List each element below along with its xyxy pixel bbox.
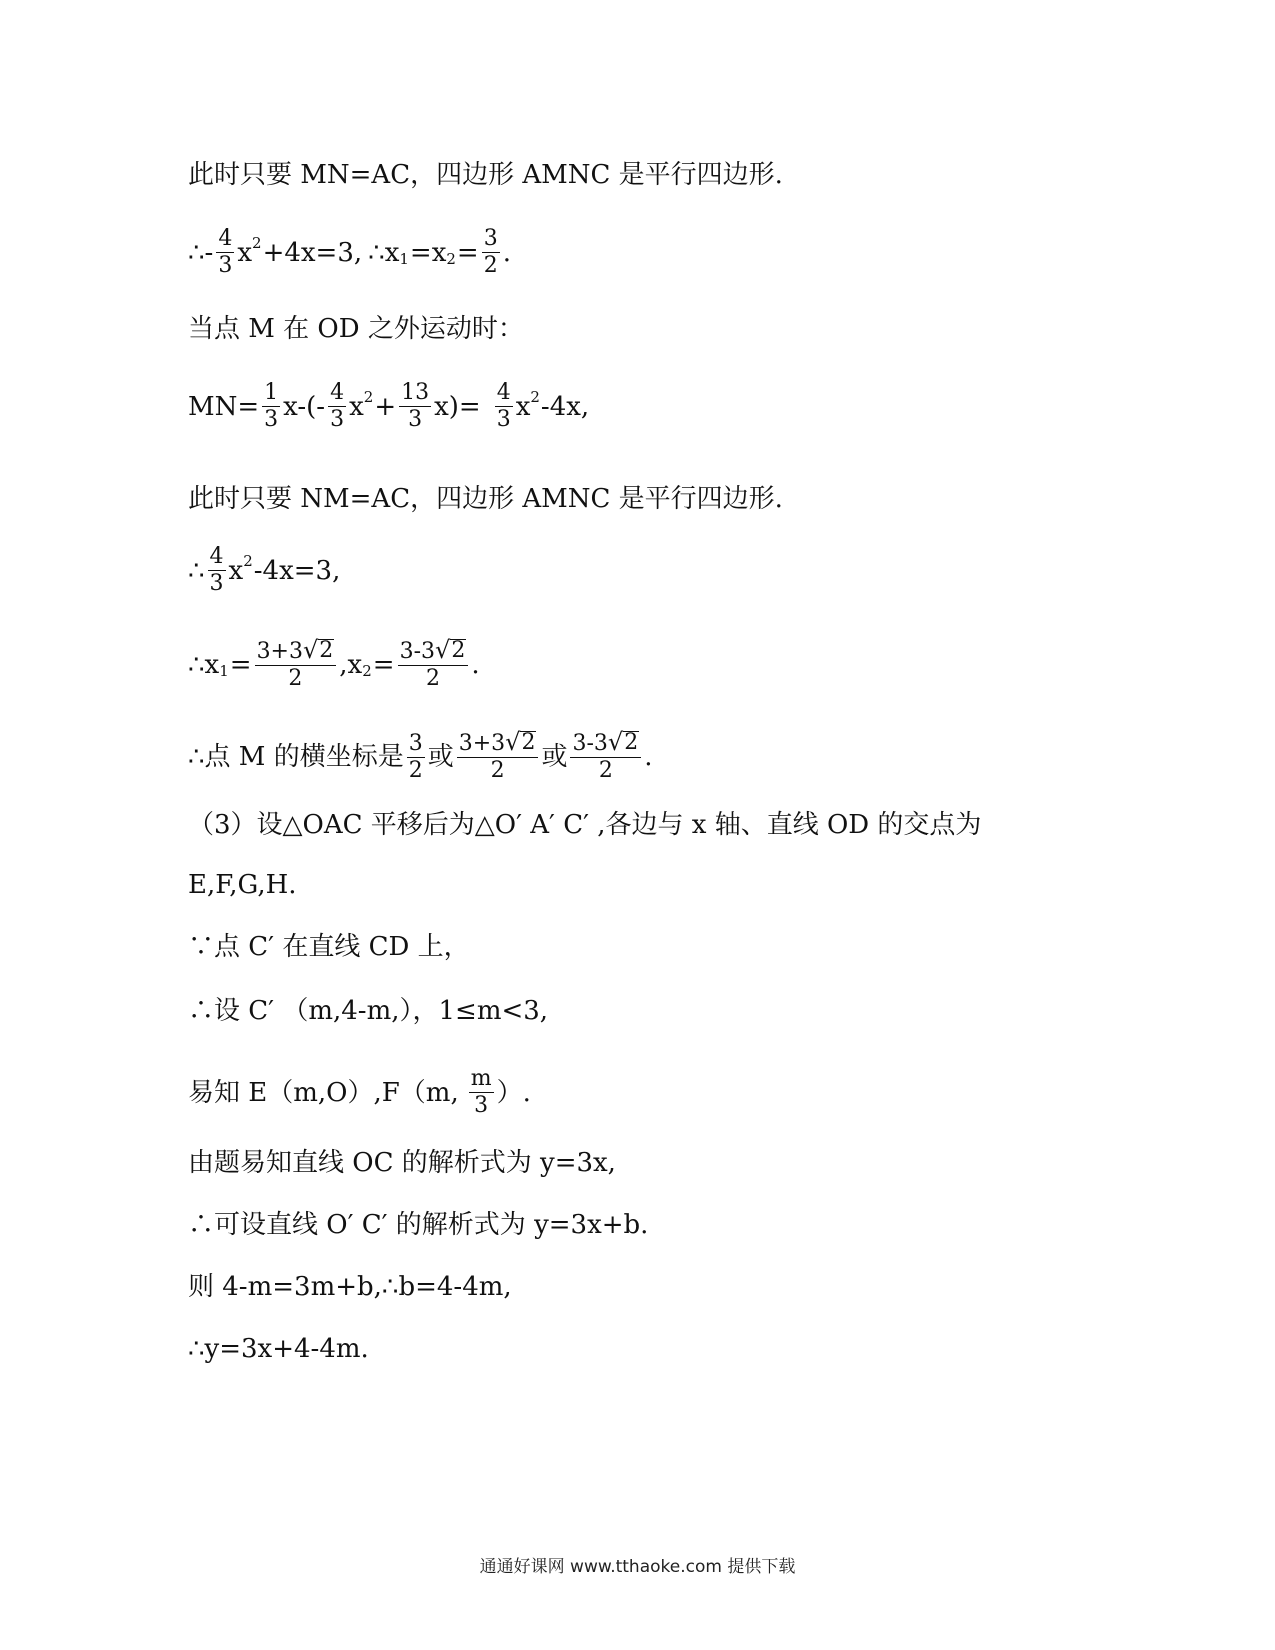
- text: .: [471, 650, 480, 680]
- line-7: [188, 638, 480, 692]
- numerator: 4: [218, 226, 233, 251]
- text: x: [515, 391, 531, 422]
- fraction: [255, 638, 337, 692]
- line-9: （3）设△OAC 平移后为△O′ A′ C′ ,各边与 x 轴、直线 OD 的交点为: [188, 810, 982, 840]
- text: x)=: [434, 391, 481, 422]
- line-8: [188, 730, 652, 784]
- therefore-symbol: ∴: [188, 742, 205, 772]
- therefore-symbol: ∴: [188, 237, 205, 268]
- superscript: 2: [530, 387, 540, 406]
- line-17: ∴y=3x+4-4m.: [188, 1334, 369, 1364]
- line-13: [188, 1066, 531, 1119]
- numerator: 4: [496, 380, 511, 405]
- therefore-symbol: ∴: [368, 237, 385, 268]
- numerator-text: 3-3: [572, 731, 608, 756]
- fraction: [208, 544, 226, 597]
- line-3: 当点 M 在 OD 之外运动时：: [188, 314, 524, 344]
- subscript: 1: [399, 249, 409, 268]
- subscript: 2: [362, 662, 372, 680]
- numerator: [457, 730, 539, 758]
- denominator: 3: [496, 407, 511, 432]
- text: 或: [541, 742, 568, 772]
- text: 易知 E（m,O）,F（m,: [188, 1077, 459, 1108]
- text: -: [204, 237, 214, 268]
- sqrt: √ 2: [435, 636, 466, 664]
- text: x: [204, 650, 220, 680]
- text: x: [237, 237, 253, 268]
- denominator: 2: [483, 253, 498, 278]
- text: +: [374, 391, 397, 422]
- fraction: [407, 731, 425, 784]
- text: x: [384, 237, 400, 268]
- superscript: 2: [252, 233, 262, 252]
- numerator-text: 3-3: [399, 639, 436, 664]
- line-14: 由题易知直线 OC 的解析式为 y=3x,: [188, 1148, 616, 1178]
- numerator-text: 3+3: [458, 731, 506, 756]
- fraction: [328, 380, 346, 433]
- text: =: [456, 237, 479, 268]
- sqrt: √ 2: [607, 728, 639, 756]
- text: ,x: [339, 650, 363, 680]
- line-4: [188, 380, 589, 433]
- line-5: 此时只要 NM=AC，四边形 AMNC 是平行四边形.: [188, 484, 783, 514]
- line-15: ∴可设直线 O′ C′ 的解析式为 y=3x+b.: [188, 1210, 649, 1240]
- numerator: 4: [209, 544, 224, 569]
- text: -4x=3,: [253, 555, 341, 586]
- superscript: 2: [243, 551, 253, 570]
- therefore-symbol: ∴: [188, 650, 205, 680]
- radicand: 2: [319, 638, 334, 663]
- radicand: 2: [624, 730, 639, 755]
- numerator: 4: [330, 380, 345, 405]
- radicand: 2: [451, 638, 466, 663]
- line-16: 则 4-m=3m+b,∴b=4-4m,: [188, 1272, 512, 1302]
- sqrt: √ 2: [303, 636, 334, 664]
- denominator: 2: [598, 758, 613, 783]
- fraction: [570, 730, 641, 784]
- line-12: ∴设 C′ （m,4-m,），1≤m<3,: [188, 996, 549, 1026]
- fraction: [399, 380, 431, 433]
- line-11: ∵点 C′ 在直线 CD 上，: [188, 932, 470, 962]
- numerator: [570, 730, 641, 758]
- fraction: [469, 1066, 494, 1119]
- text: =: [372, 650, 395, 680]
- text: x: [349, 391, 364, 422]
- subscript: 1: [219, 662, 229, 680]
- denominator: 3: [474, 1093, 489, 1118]
- numerator: [398, 638, 469, 666]
- fraction: [262, 380, 280, 433]
- line-6: [188, 544, 340, 597]
- text: =x: [409, 237, 447, 268]
- text: MN=: [188, 391, 260, 422]
- text: =: [229, 650, 252, 680]
- text: .: [644, 742, 653, 772]
- line-1: 此时只要 MN=AC，四边形 AMNC 是平行四边形.: [188, 160, 783, 190]
- denominator: 2: [490, 758, 505, 783]
- fraction: [482, 226, 500, 279]
- denominator: 2: [408, 757, 423, 783]
- denominator: 3: [264, 407, 279, 432]
- denominator: 2: [288, 666, 303, 691]
- denominator: 3: [408, 407, 423, 432]
- text: 或: [427, 742, 454, 772]
- numerator: 1: [264, 380, 279, 405]
- fraction: [398, 638, 469, 692]
- fraction: [216, 226, 234, 279]
- sqrt: √ 2: [505, 728, 536, 756]
- text: x: [228, 555, 244, 586]
- text: -4x,: [540, 391, 590, 422]
- numerator: [255, 638, 337, 666]
- denominator: 3: [218, 253, 233, 278]
- fraction: [457, 730, 539, 784]
- denominator: 3: [330, 407, 345, 432]
- text: +4x=3,: [262, 237, 363, 268]
- line-2: [188, 226, 511, 279]
- numerator: 3: [483, 226, 498, 251]
- denominator: 3: [209, 571, 224, 596]
- text: ）.: [496, 1077, 531, 1108]
- text: 点 M 的横坐标是: [204, 742, 404, 772]
- denominator: 2: [425, 666, 440, 691]
- numerator: 13: [401, 380, 430, 405]
- numerator: m: [470, 1066, 492, 1091]
- radicand: 2: [521, 730, 536, 755]
- numerator: 3: [408, 730, 423, 756]
- text: .: [502, 237, 511, 268]
- numerator-text: 3+3: [256, 639, 303, 664]
- line-10: E,F,G,H.: [188, 870, 297, 900]
- text: x-(-: [283, 391, 326, 422]
- fraction: [495, 380, 513, 433]
- subscript: 2: [446, 249, 456, 268]
- superscript: 2: [363, 387, 374, 406]
- therefore-symbol: ∴: [188, 555, 205, 586]
- footer-watermark: 通通好课网 www.tthaoke.com 提供下载: [479, 1557, 796, 1577]
